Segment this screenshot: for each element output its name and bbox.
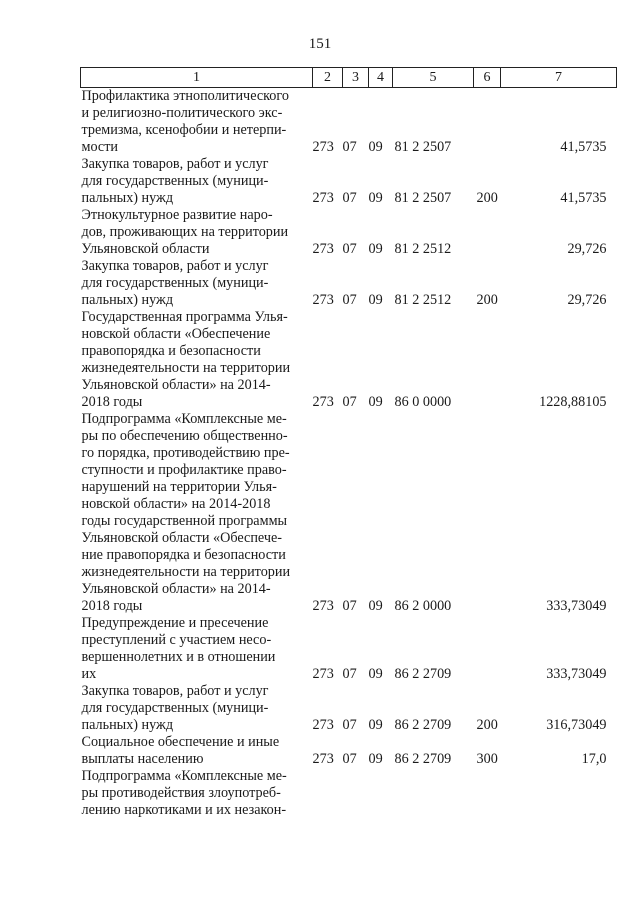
- subsection-code-cell: 09: [368, 666, 383, 682]
- expense-type-cell: 200: [476, 190, 498, 206]
- row-name-line: преступлений с участием несо-: [81, 632, 272, 648]
- row-name-line: 2018 годы: [81, 394, 143, 410]
- row-name-line: Государственная программа Улья-: [81, 309, 288, 325]
- row-name-cell: [81, 88, 313, 157]
- row-name-cell: [81, 207, 313, 258]
- row-name-line: го порядка, противодействию пре-: [81, 445, 290, 461]
- page-number: 151: [308, 36, 332, 52]
- row-name-line: для государственных (муници-: [81, 173, 269, 189]
- ministry-code-cell: 273: [312, 666, 334, 682]
- section-code-cell: 07: [342, 139, 357, 155]
- row-name-line: лению наркотиками и их незакон-: [81, 802, 287, 818]
- row-name-line: и религиозно-политического экс-: [81, 105, 283, 121]
- subsection-code-cell: 09: [368, 717, 383, 733]
- section-code-cell: 07: [342, 292, 357, 308]
- amount-cell: [501, 768, 617, 819]
- row-name-line: Подпрограмма «Комплексные ме-: [81, 411, 287, 427]
- row-name-line: Ульяновской области» на 2014-: [81, 581, 271, 597]
- section-code-cell: 07: [342, 241, 357, 257]
- expense-type-cell: 200: [476, 717, 498, 733]
- column-header-5: 5: [393, 68, 474, 88]
- subsection-code-cell: 09: [368, 751, 383, 767]
- ministry-code-cell: 273: [312, 190, 334, 206]
- table-row: [81, 768, 617, 819]
- target-article-cell: 86 2 2709: [394, 717, 452, 733]
- ministry-code-cell: [313, 768, 343, 819]
- subsection-code-cell: [369, 768, 393, 819]
- row-name-cell: [81, 156, 313, 207]
- target-article-cell: 86 2 0000: [394, 598, 452, 614]
- row-name-line: годы государственной программы: [81, 513, 288, 529]
- row-name-line: Социальное обеспечение и иные: [81, 734, 280, 750]
- subsection-code-cell: 09: [368, 292, 383, 308]
- section-code-cell: 07: [342, 394, 357, 410]
- section-code-cell: 07: [342, 717, 357, 733]
- ministry-code-cell: 273: [312, 598, 334, 614]
- target-article-cell: 81 2 2512: [394, 292, 452, 308]
- row-name-line: ры противодействия злоупотреб-: [81, 785, 281, 801]
- row-name-line: Закупка товаров, работ и услуг: [81, 683, 269, 699]
- row-name-line: тремизма, ксенофобии и нетерпи-: [81, 122, 287, 138]
- section-code-cell: 07: [342, 598, 357, 614]
- section-code-cell: 07: [342, 751, 357, 767]
- row-name-line: их: [81, 666, 97, 682]
- table-row: [81, 309, 617, 411]
- expense-type-cell: [474, 411, 501, 615]
- row-name-cell: [81, 411, 313, 615]
- amount-cell: 333,73049: [546, 666, 607, 682]
- column-header-2: 2: [313, 68, 343, 88]
- row-name-cell: [81, 768, 313, 819]
- row-name-line: вершеннолетних и в отношении: [81, 649, 276, 665]
- ministry-code-cell: 273: [312, 139, 334, 155]
- subsection-code-cell: 09: [368, 139, 383, 155]
- row-name-line: новской области «Обеспечение: [81, 326, 271, 342]
- row-name-line: Предупреждение и пресечение: [81, 615, 269, 631]
- table-row: [81, 411, 617, 615]
- ministry-code-cell: 273: [312, 394, 334, 410]
- row-name-line: нарушений на территории Улья-: [81, 479, 277, 495]
- row-name-cell: [81, 615, 313, 683]
- row-name-line: Профилактика этнополитического: [81, 88, 289, 104]
- row-name-line: жизнедеятельности на территории: [81, 564, 291, 580]
- target-article-cell: 86 2 2709: [394, 666, 452, 682]
- row-name-line: пальных) нужд: [81, 717, 174, 733]
- column-header-6: 6: [474, 68, 501, 88]
- row-name-cell: [81, 683, 313, 734]
- row-name-line: 2018 годы: [81, 598, 143, 614]
- expense-type-cell: [474, 309, 501, 411]
- target-article-cell: 86 0 0000: [394, 394, 452, 410]
- expense-type-cell: [474, 88, 501, 157]
- row-name-line: Закупка товаров, работ и услуг: [81, 156, 269, 172]
- table-row: [81, 258, 617, 309]
- expense-type-cell: [474, 768, 501, 819]
- row-name-line: выплаты населению: [81, 751, 204, 767]
- row-name-line: пальных) нужд: [81, 292, 174, 308]
- row-name-line: пальных) нужд: [81, 190, 174, 206]
- table-row: [81, 156, 617, 207]
- row-name-line: новской области» на 2014-2018: [81, 496, 271, 512]
- column-header-1: 1: [81, 68, 313, 88]
- subsection-code-cell: 09: [368, 598, 383, 614]
- amount-cell: 17,0: [581, 751, 607, 767]
- target-article-cell: 86 2 2709: [394, 751, 452, 767]
- amount-cell: 333,73049: [546, 598, 607, 614]
- target-article-cell: 81 2 2512: [394, 241, 452, 257]
- budget-table: [80, 67, 617, 819]
- target-article-cell: 81 2 2507: [394, 190, 452, 206]
- expense-type-cell: [474, 615, 501, 683]
- section-code-cell: 07: [342, 190, 357, 206]
- amount-cell: 316,73049: [546, 717, 607, 733]
- row-name-line: дов, проживающих на территории: [81, 224, 289, 240]
- row-name-line: Закупка товаров, работ и услуг: [81, 258, 269, 274]
- row-name-line: Этнокультурное развитие наро-: [81, 207, 273, 223]
- column-header-4: 4: [369, 68, 393, 88]
- amount-cell: 41,5735: [560, 190, 607, 206]
- row-name-line: Ульяновской области» на 2014-: [81, 377, 271, 393]
- table-row: [81, 734, 617, 768]
- row-name-line: для государственных (муници-: [81, 275, 269, 291]
- row-name-line: для государственных (муници-: [81, 700, 269, 716]
- column-header-3: 3: [343, 68, 369, 88]
- expense-type-cell: [474, 207, 501, 258]
- row-name-line: правопорядка и безопасности: [81, 343, 261, 359]
- ministry-code-cell: 273: [312, 292, 334, 308]
- table-row: [81, 207, 617, 258]
- ministry-code-cell: 273: [312, 717, 334, 733]
- row-name-line: ры по обеспечению общественно-: [81, 428, 288, 444]
- table-header-row: [81, 68, 617, 88]
- row-name-line: жизнедеятельности на территории: [81, 360, 291, 376]
- row-name-line: ступности и профилактике право-: [81, 462, 287, 478]
- row-name-line: мости: [81, 139, 119, 155]
- row-name-line: ние правопорядка и безопасности: [81, 547, 286, 563]
- amount-cell: 29,726: [567, 292, 607, 308]
- expense-type-cell: 200: [476, 292, 498, 308]
- column-header-7: 7: [501, 68, 617, 88]
- amount-cell: 41,5735: [560, 139, 607, 155]
- subsection-code-cell: 09: [368, 190, 383, 206]
- table-row: [81, 88, 617, 157]
- ministry-code-cell: 273: [312, 241, 334, 257]
- section-code-cell: 07: [342, 666, 357, 682]
- row-name-cell: [81, 309, 313, 411]
- subsection-code-cell: 09: [368, 394, 383, 410]
- amount-cell: 29,726: [567, 241, 607, 257]
- row-name-line: Ульяновской области «Обеспече-: [81, 530, 283, 546]
- ministry-code-cell: 273: [312, 751, 334, 767]
- row-name-cell: [81, 734, 313, 768]
- section-code-cell: [343, 768, 369, 819]
- row-name-cell: [81, 258, 313, 309]
- row-name-line: Подпрограмма «Комплексные ме-: [81, 768, 287, 784]
- table-row: [81, 683, 617, 734]
- target-article-cell: 81 2 2507: [394, 139, 452, 155]
- row-name-line: Ульяновской области: [81, 241, 210, 257]
- amount-cell: 1228,88105: [539, 394, 607, 410]
- expense-type-cell: 300: [476, 751, 498, 767]
- target-article-cell: [393, 768, 474, 819]
- subsection-code-cell: 09: [368, 241, 383, 257]
- table-row: [81, 615, 617, 683]
